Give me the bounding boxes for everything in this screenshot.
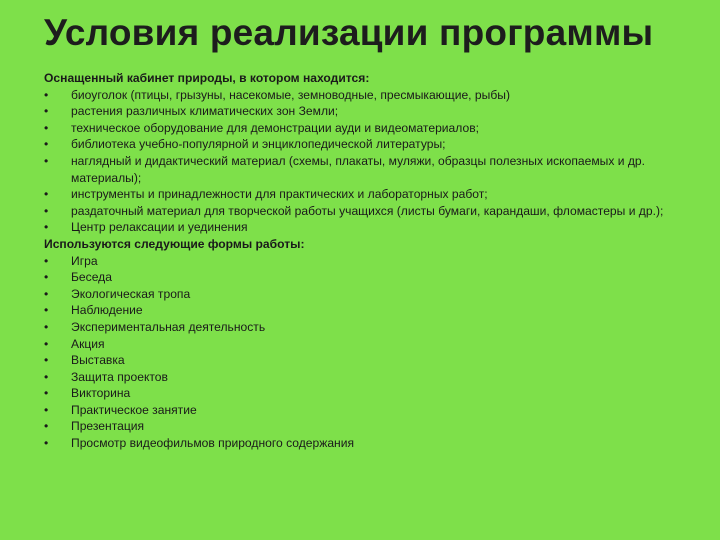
list-item (44, 352, 694, 369)
bullet-icon: • (44, 303, 49, 318)
work-forms-list (44, 253, 694, 452)
list-item-text: раздаточный материал для творческой работы учащихся (листы бумаги, карандаши, фломастеры и др.); (71, 203, 664, 218)
bullet-icon: • (44, 120, 49, 135)
list-item-text: Просмотр видеофильмов природного содержания (71, 436, 355, 451)
bullet-icon: • (44, 153, 49, 168)
list-item-text: техническое оборудование для демонстрации ауди и видеоматериалов; (71, 120, 479, 135)
list-item (44, 319, 694, 336)
slide-title: Условия реализации программы (44, 12, 654, 53)
list-item-text: библиотека учебно-популярной и энциклопедической литературы; (71, 137, 446, 152)
bullet-icon: • (44, 203, 49, 218)
list-item-text: Акция (71, 336, 105, 351)
list-item-text: Защита проектов (71, 369, 168, 384)
list-item-text: Экологическая тропа (71, 286, 191, 301)
list-item-text: наглядный и дидактический материал (схемы, плакаты, муляжи, образцы полезных ископаемых и др. материалы); (71, 153, 646, 185)
list-item-text: Наблюдение (71, 303, 143, 318)
list-item (44, 302, 694, 319)
list-item (44, 435, 694, 452)
section-heading-equipment: Оснащенный кабинет природы, в котором находится: (44, 71, 370, 85)
list-item (44, 385, 694, 402)
bullet-icon: • (44, 386, 49, 401)
bullet-icon: • (44, 270, 49, 285)
list-item (44, 269, 694, 286)
list-item-text: Игра (71, 253, 98, 268)
bullet-icon: • (44, 286, 49, 301)
list-item (44, 103, 694, 120)
bullet-icon: • (44, 87, 49, 102)
bullet-icon: • (44, 402, 49, 417)
list-item-text: растения различных климатических зон Земли; (71, 104, 339, 119)
list-item (44, 402, 694, 419)
list-item (44, 219, 694, 236)
bullet-icon: • (44, 436, 49, 451)
list-item-text: Практическое занятие (71, 402, 197, 417)
list-item-text: Викторина (71, 386, 131, 401)
list-item (44, 286, 694, 303)
list-item (44, 369, 694, 386)
bullet-icon: • (44, 369, 49, 384)
list-item (44, 120, 694, 137)
list-item (44, 136, 694, 153)
list-item (44, 153, 694, 186)
bullet-icon: • (44, 253, 49, 268)
bullet-icon: • (44, 319, 49, 334)
list-item (44, 418, 694, 435)
list-item-text: биоуголок (птицы, грызуны, насекомые, земноводные, пресмыкающие, рыбы) (71, 87, 510, 102)
slide-content (44, 70, 694, 452)
list-item (44, 253, 694, 270)
list-item-text: Презентация (71, 419, 145, 434)
list-item (44, 186, 694, 203)
list-item-text: Беседа (71, 270, 112, 285)
list-item-text: Центр релаксации и уединения (71, 220, 248, 235)
list-item-text: Экспериментальная деятельность (71, 319, 266, 334)
bullet-icon: • (44, 187, 49, 202)
bullet-icon: • (44, 137, 49, 152)
list-item (44, 336, 694, 353)
bullet-icon: • (44, 220, 49, 235)
list-item-text: инструменты и принадлежности для практических и лабораторных работ; (71, 187, 488, 202)
list-item (44, 203, 694, 220)
bullet-icon: • (44, 104, 49, 119)
bullet-icon: • (44, 419, 49, 434)
section-heading-work-forms: Используются следующие формы работы: (44, 236, 305, 251)
list-item-text: Выставка (71, 353, 125, 368)
equipment-list (44, 87, 694, 236)
list-item (44, 87, 694, 104)
bullet-icon: • (44, 336, 49, 351)
bullet-icon: • (44, 353, 49, 368)
